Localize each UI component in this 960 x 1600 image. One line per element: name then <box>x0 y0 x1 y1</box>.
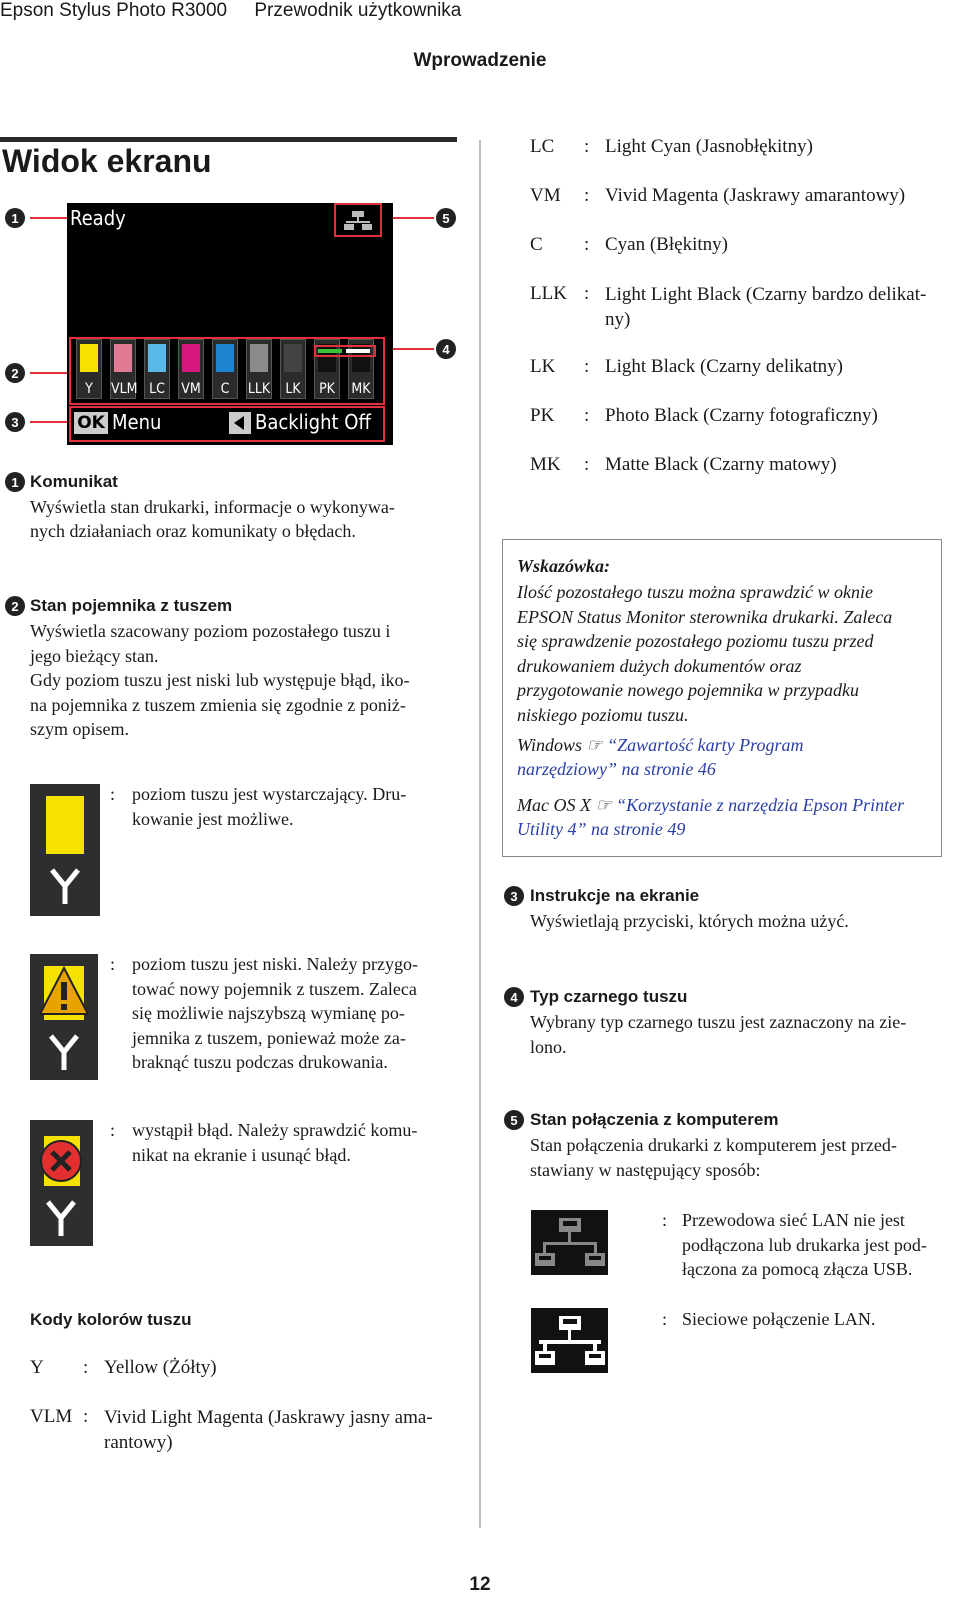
running-header <box>0 0 461 22</box>
tip-title: Wskazówka: <box>517 556 611 576</box>
item-badge-3: 3 <box>504 886 524 906</box>
ink-status-line: jego bieżący stan. <box>30 645 159 666</box>
ink-label: LLK <box>247 381 271 397</box>
windows-label: Windows <box>517 735 583 755</box>
tip-line: EPSON Status Monitor sterownika drukarki. Zaleca <box>517 606 893 627</box>
ink-low-line: poziom tuszu jest niski. Należy przygo- <box>132 954 418 974</box>
conn-line: Przewodowa sieć LAN nie jest <box>682 1210 905 1230</box>
tip-line: niskiego poziomu tuszu. <box>517 704 689 725</box>
conn-disconnected-text <box>682 1208 927 1282</box>
ink-state-colon: : <box>110 954 116 974</box>
color-code-llk: LLK <box>530 283 567 304</box>
color-desc-pk: Photo Black (Czarny fotograficzny) <box>605 405 878 426</box>
item-badge-2: 2 <box>5 596 25 616</box>
ink-low-description <box>132 952 418 1075</box>
instructions-heading: Instrukcje na ekranie <box>530 886 700 905</box>
code-colon: : <box>584 283 590 304</box>
color-code-vlm: VLM <box>30 1406 73 1427</box>
windows-link[interactable]: “Zawartość karty Program <box>607 735 804 755</box>
komunikat-heading: Komunikat <box>30 472 118 491</box>
ink-low-line: się możliwie najszybszą wymianę po- <box>132 1003 405 1023</box>
color-code-pk: PK <box>530 405 555 426</box>
black-ink-unselected-indicator <box>346 349 370 353</box>
instructions-text: Wyświetlają przyciski, których można użyć. <box>530 911 849 931</box>
tip-body <box>517 580 892 727</box>
left-arrow-icon <box>229 412 251 434</box>
color-desc-c: Cyan (Błękitny) <box>605 234 728 255</box>
color-desc-line: Light Light Black (Czarny bardzo delikat- <box>605 284 927 305</box>
ink-cartridge-y <box>76 339 102 399</box>
chapter-title: Wprowadzenie <box>413 50 547 71</box>
conn-line: podłączona lub drukarka jest pod- <box>682 1234 927 1255</box>
ink-swatch <box>80 344 98 372</box>
ink-error-description <box>132 1118 417 1167</box>
ink-swatch <box>46 796 84 854</box>
conn-colon: : <box>662 1210 668 1230</box>
network-connected-icon <box>531 1308 608 1373</box>
tip-line: przygotowanie nowego pojemnika w przypadku <box>517 680 859 700</box>
code-colon: : <box>83 1357 89 1378</box>
color-desc-line: Vivid Light Magenta (Jaskrawy jasny ama- <box>104 1407 433 1428</box>
callout-badge-3: 3 <box>5 412 25 432</box>
ink-ok-icon <box>30 784 100 916</box>
ink-swatch <box>284 344 302 372</box>
callout-badge-4: 4 <box>436 339 456 359</box>
ink-ok-description <box>132 782 406 831</box>
ink-swatch <box>114 344 132 372</box>
product-name: Epson Stylus Photo R3000 <box>0 0 228 21</box>
color-desc-line: ny) <box>605 308 631 330</box>
item-badge-4: 4 <box>504 987 524 1007</box>
color-code-lc: LC <box>530 136 555 157</box>
network-white-icon <box>531 1308 608 1373</box>
ink-cartridge-c <box>212 339 238 399</box>
code-colon: : <box>584 234 590 255</box>
color-desc-vlm <box>104 1406 433 1455</box>
conn-lan-text: Sieciowe połączenie LAN. <box>682 1309 876 1329</box>
ink-label: Y <box>85 381 93 397</box>
color-code-c: C <box>530 234 543 255</box>
pointing-hand-icon: ☞ <box>586 735 603 755</box>
ink-cartridge-vm <box>178 339 204 399</box>
ink-label: LC <box>149 381 165 397</box>
ink-status-line: Wyświetla szacowany poziom pozostałego tuszu i <box>30 621 391 641</box>
tip-line: drukowaniem dużych dokumentów oraz <box>517 655 802 676</box>
y-letter-icon <box>30 1030 98 1075</box>
ink-ok-line: kowanie jest możliwe. <box>132 808 294 829</box>
ink-swatch <box>250 344 268 372</box>
connection-status-highlight <box>334 203 382 237</box>
lcd-status-message: Ready <box>70 206 126 230</box>
ink-label: VM <box>181 381 201 397</box>
ink-low-line: braknąć tuszu podczas drukowania. <box>132 1052 388 1072</box>
connection-line: stawiany w następujący sposób: <box>530 1159 761 1180</box>
connection-heading: Stan połączenia z komputerem <box>530 1110 779 1129</box>
ink-error-icon <box>30 1120 93 1246</box>
network-grey-icon <box>531 1210 608 1275</box>
guide-name: Przewodnik użytkownika <box>254 0 462 21</box>
tip-line: Ilość pozostałego tuszu można sprawdzić w oknie <box>517 582 874 602</box>
ink-swatch <box>216 344 234 372</box>
ink-cartridge-llk <box>246 339 272 399</box>
ink-status-line: szym opisem. <box>30 719 129 739</box>
ink-label: LK <box>285 381 301 397</box>
windows-link-cont[interactable]: narzędziowy” na stronie 46 <box>517 759 716 779</box>
color-desc-llk <box>605 283 926 332</box>
ink-status-line: na pojemnika z tuszem zmienia się zgodnie z poniż- <box>30 694 406 715</box>
color-desc-lk: Light Black (Czarny delikatny) <box>605 356 843 377</box>
tip-windows-ref <box>517 733 804 758</box>
tip-mac-ref <box>517 793 904 818</box>
ink-label: MK <box>351 381 371 397</box>
komunikat-text-1: Wyświetla stan drukarki, informacje o wykonywa- <box>30 497 395 517</box>
code-colon: : <box>584 185 590 206</box>
ink-cartridge-lk <box>280 339 306 399</box>
ink-swatch <box>182 344 200 372</box>
mac-link-cont[interactable]: Utility 4” na stronie 49 <box>517 819 686 839</box>
conn-line: łączona za pomocą złącza USB. <box>682 1259 913 1279</box>
ink-label: VLM <box>111 381 138 397</box>
connection-line: Stan połączenia drukarki z komputerem jest przed- <box>530 1135 897 1155</box>
color-desc-lc: Light Cyan (Jasnobłękitny) <box>605 136 813 157</box>
code-colon: : <box>584 356 590 377</box>
callout-badge-1: 1 <box>5 208 25 228</box>
ink-status-heading: Stan pojemnika z tuszem <box>30 596 233 615</box>
ink-error-line: wystąpił błąd. Należy sprawdzić komu- <box>132 1120 418 1140</box>
black-ink-type-highlight <box>314 345 376 357</box>
ink-error-line: nikat na ekranie i usunąć błąd. <box>132 1144 351 1165</box>
conn-colon: : <box>662 1309 668 1329</box>
section-rule <box>0 137 457 142</box>
pointing-hand-icon: ☞ <box>595 795 612 815</box>
ok-button-glyph: OK <box>74 412 108 434</box>
page-number: 12 <box>469 1574 491 1595</box>
color-codes-heading: Kody kolorów tuszu <box>30 1310 192 1329</box>
callout-badge-5: 5 <box>436 208 456 228</box>
ink-low-line: tować nowy pojemnik z tuszem. Zaleca <box>132 978 417 999</box>
ink-label: PK <box>319 381 335 397</box>
ink-swatch <box>148 344 166 372</box>
ink-cartridge-vlm <box>110 339 136 399</box>
code-colon: : <box>584 454 590 475</box>
callout-line-1 <box>30 217 70 219</box>
mac-link[interactable]: “Korzystanie z narzędzia Epson Printer <box>616 795 905 815</box>
ink-state-colon: : <box>110 1120 116 1140</box>
back-button-glyph <box>229 412 251 434</box>
color-code-mk: MK <box>530 454 561 475</box>
ink-status-description <box>30 619 409 742</box>
code-colon: : <box>584 405 590 426</box>
callout-line-2 <box>30 372 70 374</box>
callout-badge-2: 2 <box>5 363 25 383</box>
color-code-y: Y <box>30 1357 44 1378</box>
ink-low-line: jemnika z tuszem, ponieważ może za- <box>132 1027 406 1048</box>
screen-instructions-highlight <box>69 406 385 442</box>
color-code-lk: LK <box>530 356 556 377</box>
color-desc-mk: Matte Black (Czarny matowy) <box>605 454 837 475</box>
black-ink-line: Wybrany typ czarnego tuszu jest zaznaczony na zie- <box>530 1012 907 1032</box>
code-colon: : <box>584 136 590 157</box>
ink-ok-line: poziom tuszu jest wystarczający. Dru- <box>132 784 407 804</box>
section-title: Widok ekranu <box>2 143 212 179</box>
black-ink-selected-indicator <box>318 349 342 353</box>
ink-state-colon: : <box>110 784 116 804</box>
color-desc-line: rantowy) <box>104 1431 173 1453</box>
warning-icon <box>36 962 92 1022</box>
black-ink-heading: Typ czarnego tuszu <box>530 987 688 1006</box>
komunikat-text-2: nych działaniach oraz komunikaty o błędach. <box>30 521 356 541</box>
ink-status-line: Gdy poziom tuszu jest niski lub występuje błąd, iko- <box>30 670 410 690</box>
backlight-off-label: Backlight Off <box>255 410 371 434</box>
callout-line-3 <box>30 421 70 423</box>
column-divider <box>479 140 481 1528</box>
tip-box <box>502 539 942 857</box>
color-code-vm: VM <box>530 185 561 206</box>
tip-line: się sprawdzenie pozostałego poziomu tuszu przed <box>517 631 874 651</box>
black-ink-text <box>530 1010 906 1059</box>
black-ink-line: lono. <box>530 1036 567 1057</box>
color-desc-y: Yellow (Żółty) <box>104 1357 217 1378</box>
y-letter-icon <box>30 1196 93 1241</box>
ink-low-icon <box>30 954 98 1080</box>
lcd-screen <box>67 203 393 445</box>
error-x-icon <box>34 1134 89 1189</box>
ink-cartridge-lc <box>144 339 170 399</box>
network-disconnected-icon <box>531 1210 608 1275</box>
ink-label: C <box>220 381 230 397</box>
code-colon: : <box>83 1406 89 1427</box>
color-desc-vm: Vivid Magenta (Jaskrawy amarantowy) <box>605 185 906 206</box>
item-badge-1: 1 <box>5 472 25 492</box>
menu-label: Menu <box>112 410 162 434</box>
network-disconnected-icon <box>336 205 380 235</box>
mac-label: Mac OS X <box>517 795 591 815</box>
y-letter-icon <box>30 864 100 909</box>
item-badge-5: 5 <box>504 1110 524 1130</box>
connection-text <box>530 1133 897 1182</box>
